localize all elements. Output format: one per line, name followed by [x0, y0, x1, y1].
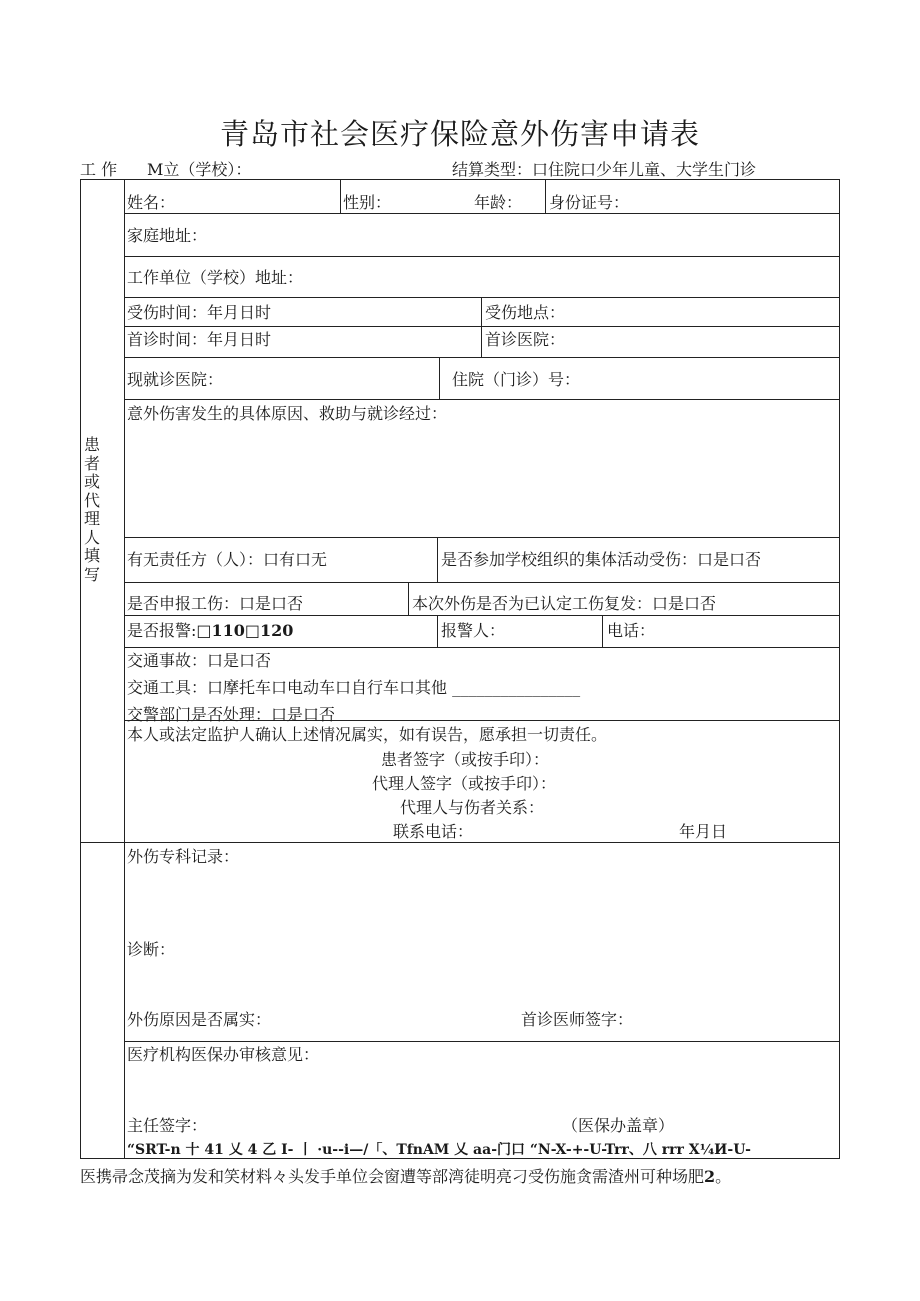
patient-section-side-label: 患者或代理人填写	[83, 435, 100, 584]
footer-note-end: 。	[715, 1167, 732, 1186]
first-visit-hospital-field-label: 首诊医院：	[485, 330, 566, 349]
school-activity-field-label: 是否参加学校组织的集体活动受伤：口是口否	[441, 550, 762, 569]
trauma-record-label: 外伤专科记录：	[127, 847, 240, 866]
footer-note	[80, 1164, 731, 1187]
injury-cause-field-label: 意外伤害发生的具体原因、救助与就诊经过：	[127, 404, 448, 423]
patient-signature-label: 患者签字（或按手印）：	[381, 750, 550, 769]
name-field-label: 姓名：	[127, 193, 176, 212]
home-address-field-label: 家庭地址：	[127, 226, 208, 245]
reporter-field-label: 报警人：	[441, 621, 506, 640]
police-report-options: □110□120	[196, 621, 294, 640]
footer-note-text: 医携帚念茂摘为发和笑材料々头发手单位会窗遭等部湾徒明亮刁受伤施贪需渣州可种场肥	[80, 1167, 705, 1186]
current-hospital-field-label: 现就诊医院：	[127, 370, 224, 389]
work-injury-field-label: 是否申报工伤：口是口否	[127, 594, 304, 613]
insurance-review-label: 医疗机构医保办审核意见：	[127, 1045, 320, 1064]
director-signature-label: 主任签字：	[127, 1116, 208, 1135]
gender-field-label: 性别：	[343, 193, 392, 212]
garbled-text-line: “SRT-n 十 41 乂 4 乙 I- 丨 ·u--i—/「、TfnAM 乂 aa-门口 “N-X-+-U-Trr、八 rrr X¼И-U-	[127, 1142, 751, 1158]
work-address-field-label: 工作单位（学校）地址：	[127, 268, 304, 287]
insurance-stamp-label: （医保办盖章）	[562, 1116, 675, 1135]
police-report-field-label	[127, 621, 293, 641]
footer-note-number: 2	[704, 1167, 716, 1186]
phone-field-label: 电话：	[607, 621, 656, 640]
diagnosis-label: 诊断：	[127, 940, 176, 959]
agent-signature-label: 代理人签字（或按手印）：	[372, 774, 557, 793]
liable-party-field-label: 有无责任方（人）：口有口无	[127, 550, 328, 569]
form-title: 青岛市社会医疗保险意外伤害申请表	[219, 117, 700, 151]
inpatient-number-field-label: 住院（门诊）号：	[452, 370, 581, 389]
traffic-police-field-label: 交警部门是否处理：口是口否	[127, 705, 336, 724]
vehicle-field-label: 交通工具：口摩托车口电动车口自行车口其他 ________________	[127, 678, 581, 697]
agent-relation-label: 代理人与伤者关系：	[400, 798, 545, 817]
header-unit-label: M立（学校）：	[147, 160, 252, 179]
recurrence-field-label: 本次外伤是否为已认定工伤复发：口是口否	[412, 594, 717, 613]
contact-phone-label: 联系电话：	[393, 822, 474, 841]
injury-time-field-label: 受伤时间：年月日时	[127, 303, 272, 322]
first-visit-time-field-label: 首诊时间：年月日时	[127, 330, 272, 349]
header-work-label: 工 作	[80, 160, 118, 179]
header-settlement-type: 结算类型：口住院口少年儿童、大学生门诊	[452, 160, 757, 179]
cause-verified-label: 外伤原因是否属实：	[127, 1010, 272, 1029]
traffic-accident-field-label: 交通事故：口是口否	[127, 651, 272, 670]
id-number-field-label: 身份证号：	[549, 193, 630, 212]
confirmation-statement: 本人或法定监护人确认上述情况属实，如有误告，愿承担一切责任。	[127, 725, 608, 744]
age-field-label: 年龄：	[474, 193, 523, 212]
injury-place-field-label: 受伤地点：	[485, 303, 566, 322]
doctor-signature-label: 首诊医师签字：	[521, 1010, 634, 1029]
police-report-prefix: 是否报警:	[127, 621, 197, 640]
date-label: 年月日	[679, 822, 728, 841]
